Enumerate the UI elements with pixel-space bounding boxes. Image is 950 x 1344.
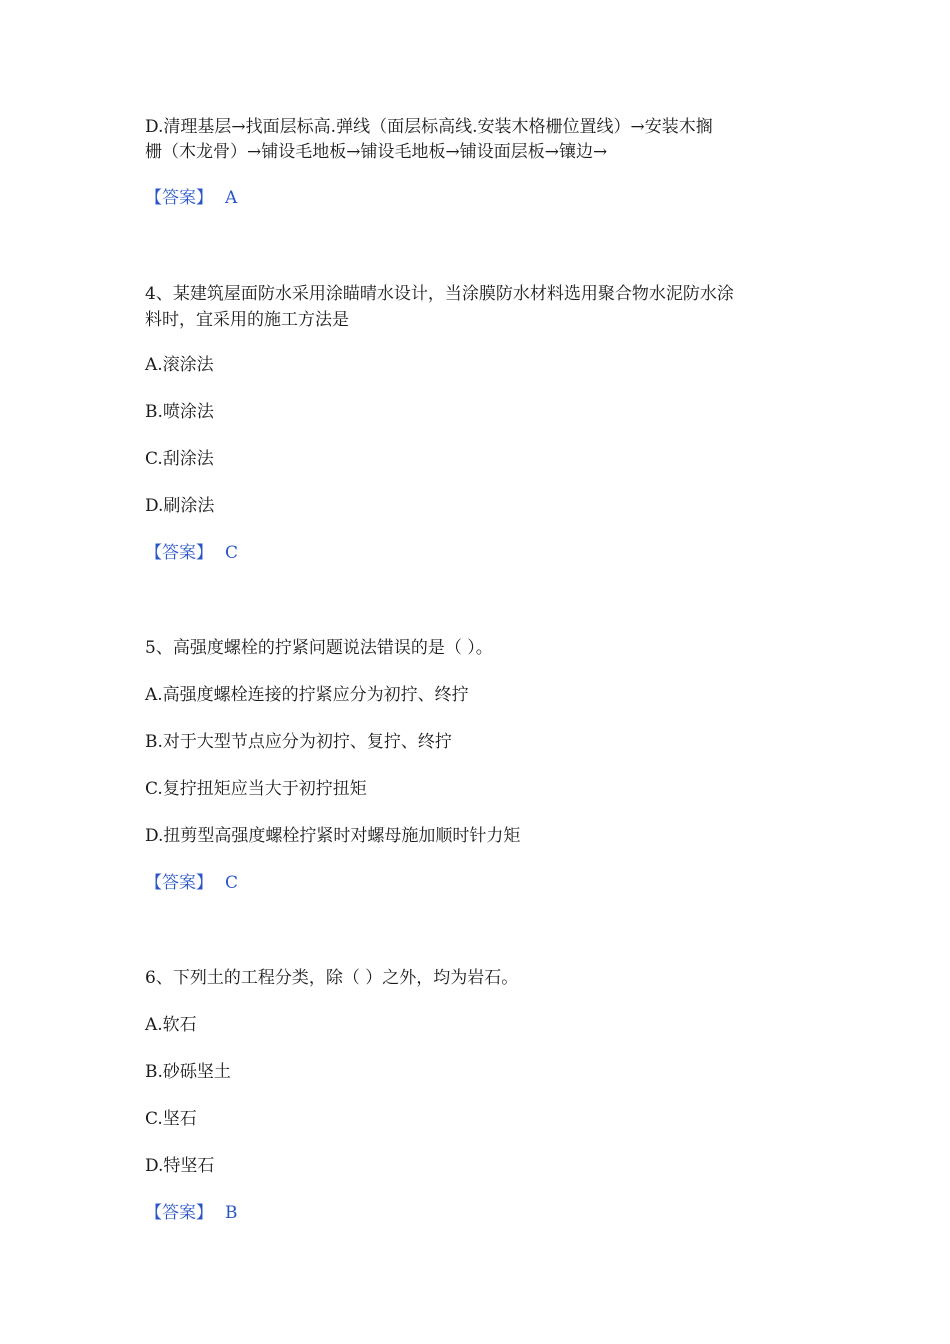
q5-answer: [145, 870, 238, 896]
q6-stem: 6、下列土的工程分类，除（ ）之外，均为岩石。: [145, 968, 519, 988]
q3-option-d-line1: D.清理基层→找面层标高.弹线（面层标高线.安装木格栅位置线）→安装木搁: [145, 117, 713, 137]
q4-option-b: B.喷涂法: [145, 402, 214, 422]
answer-value: B: [225, 1203, 238, 1223]
q4-answer: [145, 540, 238, 566]
q6-option-d: D.特坚石: [145, 1156, 215, 1176]
q5-option-c: C.复拧扭矩应当大于初拧扭矩: [145, 779, 367, 799]
answer-value: C: [225, 873, 239, 893]
q3-answer: [145, 185, 237, 211]
answer-label: 【答案】: [145, 1203, 213, 1223]
q5-option-b: B.对于大型节点应分为初拧、复拧、终拧: [145, 732, 452, 752]
q4-stem-line2: 料时，宜采用的施工方法是: [145, 310, 349, 330]
q5-option-d: D.扭剪型高强度螺栓拧紧时对螺母施加顺时针力矩: [145, 826, 521, 846]
q4-option-c: C.刮涂法: [145, 449, 214, 469]
q4-option-d: D.刷涂法: [145, 496, 215, 516]
answer-label: 【答案】: [145, 873, 213, 893]
q4-stem-line1: 4、某建筑屋面防水采用涂瞄晴水设计，当涂膜防水材料选用聚合物水泥防水涂: [145, 284, 734, 304]
answer-label: 【答案】: [145, 188, 213, 208]
q6-option-c: C.坚石: [145, 1109, 197, 1129]
answer-value: A: [225, 188, 238, 208]
answer-label: 【答案】: [145, 543, 213, 563]
q6-option-b: B.砂砾坚土: [145, 1062, 231, 1082]
q4-option-a: A.滚涂法: [145, 355, 214, 375]
q5-option-a: A.高强度螺栓连接的拧紧应分为初拧、终拧: [145, 685, 469, 705]
q6-answer: [145, 1200, 238, 1226]
q6-option-a: A.软石: [145, 1015, 197, 1035]
answer-value: C: [225, 543, 239, 563]
q5-stem: 5、高强度螺栓的拧紧问题说法错误的是（ ）。: [145, 638, 493, 658]
q3-option-d-line2: 栅（木龙骨）→铺设毛地板→铺设毛地板→铺设面层板→镶边→: [145, 142, 608, 162]
